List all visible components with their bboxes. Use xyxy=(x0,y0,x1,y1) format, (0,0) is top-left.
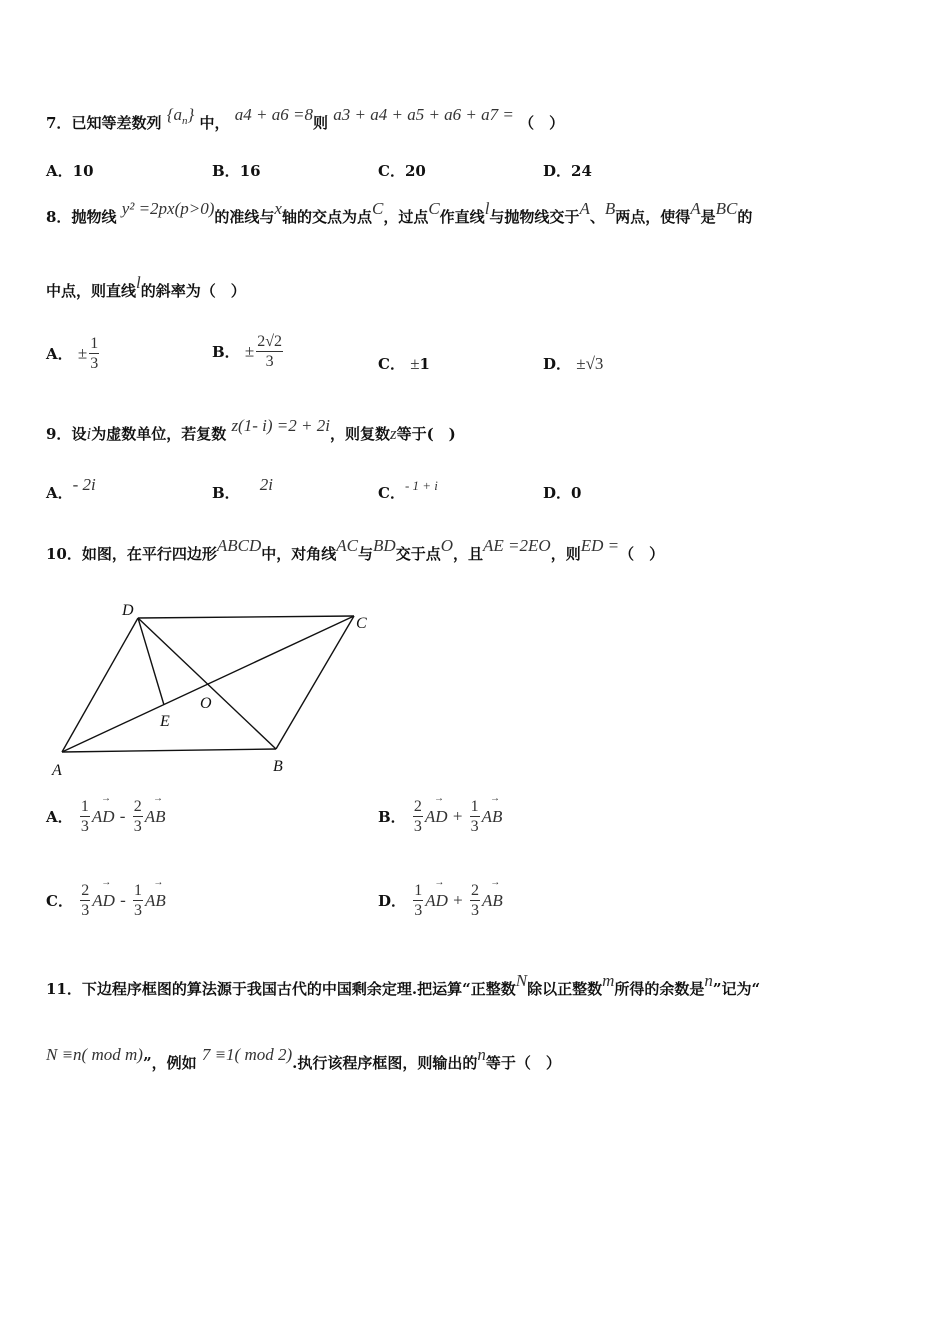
q10-target: ED = xyxy=(580,536,620,555)
q11-text: ”，例如 xyxy=(142,1054,197,1072)
question-11 xyxy=(46,971,761,999)
q8-equation: y² =2px(p>0) xyxy=(121,199,215,218)
q10-condition: AE =2EO xyxy=(483,536,551,555)
q11-number: 11． xyxy=(46,980,82,998)
q8-text: 的斜率为（ ） xyxy=(140,282,246,300)
edge-ba xyxy=(62,749,276,752)
q8-var: BC xyxy=(715,199,738,218)
q11-text: ”记为“ xyxy=(712,980,761,998)
q7-condition: a4 + a6 =8 xyxy=(234,105,313,124)
q11-text: 等于（ ） xyxy=(485,1054,561,1072)
question-8 xyxy=(46,199,753,227)
q8-option-a[interactable]: A． ± $\frac{1}{3}$ xyxy=(46,335,99,372)
q8-var: C xyxy=(428,199,440,218)
q8-option-b[interactable]: B． ± $\frac{2√2}{3}$ xyxy=(212,333,283,370)
q7-text-c: 则 xyxy=(313,114,329,132)
q7-target: a3 + a4 + a5 + a6 + a7 = xyxy=(333,105,514,124)
label-b: B xyxy=(273,758,283,775)
edge-ad xyxy=(62,618,138,752)
q7-sequence: $\{a_n\}$ xyxy=(166,105,195,127)
q8-var: C xyxy=(371,199,384,218)
q8-text: 抛物线 xyxy=(71,208,117,226)
q7-number: 7． xyxy=(46,114,72,132)
q10-var: AC xyxy=(336,536,359,555)
q8-option-c[interactable]: C． ±1 xyxy=(378,354,430,373)
edge-cb xyxy=(276,616,354,749)
q11-var: n xyxy=(704,971,713,990)
q8-text: 的准线与 xyxy=(214,208,275,226)
q9-option-b[interactable]: B． 2i xyxy=(212,475,273,502)
label-c: C xyxy=(356,615,367,632)
q11-text: .执行该程序框图，则输出的 xyxy=(292,1054,478,1072)
q9-text: 设 xyxy=(71,425,87,443)
q9-text: 为虚数单位，若复数 xyxy=(91,425,227,443)
q8-var: B xyxy=(604,199,616,218)
q7-text-b: 中， xyxy=(199,114,230,132)
q9-option-c[interactable]: C．- 1 + i xyxy=(378,478,438,502)
q9-text: 等于( ) xyxy=(396,425,456,443)
q8-text: 、 xyxy=(589,208,605,226)
q10-option-d[interactable]: D． $\frac{1}{3}$ → AD + $\frac{2}{3}$ → AB xyxy=(378,882,503,919)
q8-text: ，过点 xyxy=(383,208,429,226)
label-d: D xyxy=(122,602,134,619)
q10-paren: （ ） xyxy=(619,545,665,563)
q10-text: 如图，在平行四边形 xyxy=(81,545,217,563)
q9-text: ，则复数 xyxy=(329,425,390,443)
q8-var: l xyxy=(136,273,141,292)
q11-var: N xyxy=(515,971,528,990)
q8-text: 两点，使得 xyxy=(615,208,691,226)
q11-text: 下边程序框图的算法源于我国古代的中国剩余定理.把运算“正整数 xyxy=(81,980,516,998)
q9-number: 9． xyxy=(46,425,72,443)
q7-option-a[interactable]: A．10 xyxy=(46,162,94,180)
q8-option-d[interactable]: D． ±√3 xyxy=(543,354,604,373)
q10-text: 与 xyxy=(358,545,374,563)
q10-text: 中，对角线 xyxy=(261,545,337,563)
q9-equation: z(1- i) =2 + 2i xyxy=(231,416,330,435)
question-11-line-2 xyxy=(46,1045,561,1073)
q11-var: m xyxy=(602,971,615,990)
q7-option-d[interactable]: D．24 xyxy=(543,162,592,180)
q7-paren: （ ） xyxy=(519,114,565,132)
q11-example: 7 ≡1( mod 2) xyxy=(201,1045,293,1064)
q7-option-b[interactable]: B．16 xyxy=(212,162,261,180)
question-10 xyxy=(46,536,665,564)
diagonal-bd xyxy=(138,618,276,749)
q11-text: 所得的余数是 xyxy=(614,980,705,998)
q10-var: BD xyxy=(373,536,396,555)
question-8-line-2 xyxy=(46,273,246,301)
q8-text: 作直线 xyxy=(439,208,485,226)
q8-text: 是 xyxy=(700,208,716,226)
q9-var: z xyxy=(389,424,397,443)
q10-text: ，则 xyxy=(550,545,581,563)
q9-option-a[interactable]: A．- 2i xyxy=(46,475,96,502)
q7-option-c[interactable]: C．20 xyxy=(378,162,426,180)
q11-var: n xyxy=(477,1045,486,1064)
q11-expression: N ≡n( mod m) xyxy=(46,1045,143,1064)
label-e: E xyxy=(160,713,170,730)
label-a: A xyxy=(52,762,62,778)
question-9 xyxy=(46,416,456,444)
q8-text: 中点，则直线 xyxy=(46,282,137,300)
q8-text: 轴的交点为点 xyxy=(281,208,372,226)
q11-text: 除以正整数 xyxy=(527,980,603,998)
q10-var: ABCD xyxy=(216,536,262,555)
q8-text: 与抛物线交于 xyxy=(489,208,580,226)
q10-text: ，且 xyxy=(453,545,484,563)
question-7 xyxy=(46,105,565,135)
edge-dc xyxy=(138,616,354,618)
q7-text-a: 已知等差数列 xyxy=(71,114,162,132)
q8-number: 8． xyxy=(46,208,72,226)
q10-var: O xyxy=(440,536,454,555)
q10-option-c[interactable]: C． $\frac{2}{3}$ → AD - $\frac{1}{3}$ → AB xyxy=(46,882,166,919)
q8-var: A xyxy=(690,199,701,218)
q10-text: 交于点 xyxy=(395,545,441,563)
label-o: O xyxy=(200,695,212,712)
q8-var: l xyxy=(484,199,490,218)
q8-var: A xyxy=(579,199,590,218)
q10-option-a[interactable]: A． $\frac{1}{3}$ → AD - $\frac{2}{3}$ → AB xyxy=(46,798,165,835)
q9-option-d[interactable]: D．0 xyxy=(543,484,582,502)
q8-var: x xyxy=(274,199,282,218)
q10-number: 10． xyxy=(46,545,82,563)
q9-var: i xyxy=(86,424,92,443)
q10-option-b[interactable]: B． $\frac{2}{3}$ → AD + $\frac{1}{3}$ → AB xyxy=(378,798,502,835)
parallelogram-figure xyxy=(44,598,384,778)
q8-text: 的 xyxy=(737,208,753,226)
